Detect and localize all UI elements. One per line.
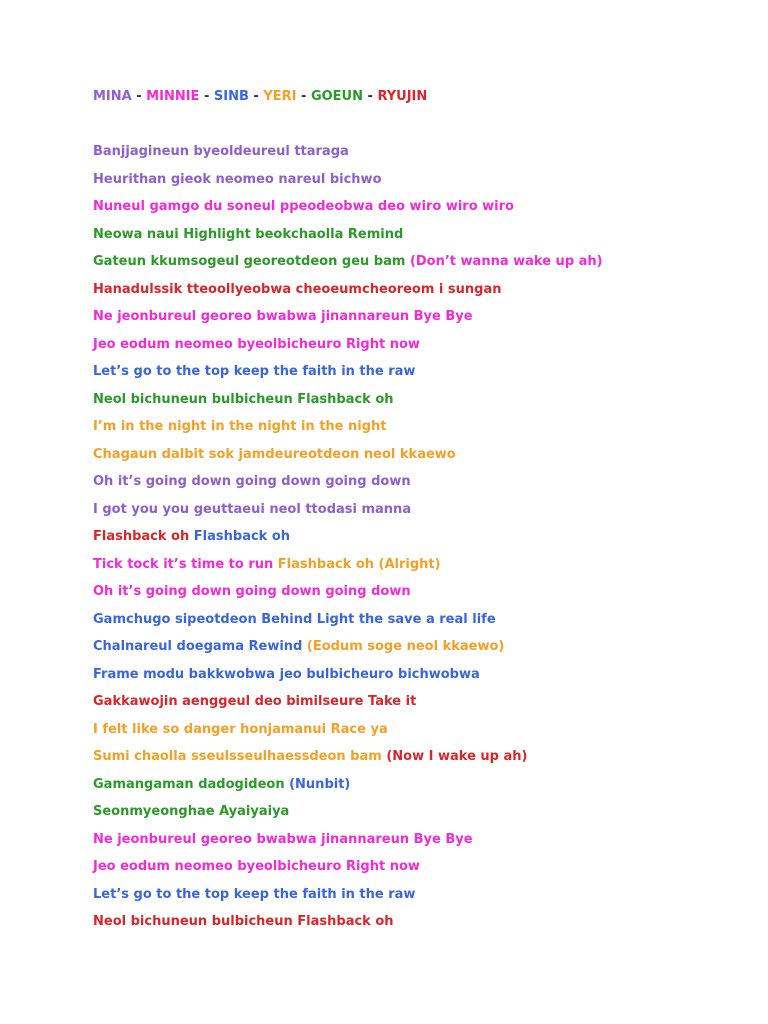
lyric-segment-sinb: (Nunbit): [289, 776, 351, 792]
lyric-line: [93, 694, 753, 722]
lyric-segment-goeun: Gateun kkumsogeul georeotdeon geu bam: [93, 254, 410, 269]
lyric-line: [93, 667, 753, 695]
lyric-line: [93, 612, 753, 640]
lyric-segment-sinb: Let’s go to the top keep the faith in the raw: [93, 886, 416, 902]
lyric-line: [93, 309, 753, 337]
lyric-line: [93, 254, 753, 282]
lyric-line: [93, 144, 753, 172]
lyric-segment-goeun: Neol bichuneun bulbicheun Flashback oh: [93, 391, 394, 407]
lyric-line: [93, 859, 753, 887]
lyric-segment-minnie: (Don’t wanna wake up ah): [409, 254, 603, 269]
lyric-segment-goeun: Seonmyeonghae Ayaiyaiya: [93, 804, 290, 819]
lyric-line: [93, 172, 753, 200]
member-color-legend: [93, 89, 753, 109]
lyric-segment-minnie: Tick tock it’s time to run: [93, 556, 278, 572]
legend-member-sinb: SINB: [213, 89, 249, 104]
lyric-segment-sinb: Frame modu bakkwobwa jeo bulbicheuro bichwobwa: [93, 666, 480, 682]
lyric-line: [93, 557, 753, 585]
lyric-line: [93, 777, 753, 805]
lyric-segment-sinb: Let’s go to the top keep the faith in the raw: [93, 364, 416, 379]
legend-separator: -: [296, 89, 311, 104]
lyric-segment-ryujin: Neol bichuneun bulbicheun Flashback oh: [93, 914, 394, 929]
lyric-line: [93, 639, 753, 667]
lyrics-document: [93, 89, 753, 942]
lyric-segment-ryujin: Hanadulssik tteoollyeobwa cheoeumcheoreom i sungan: [93, 281, 502, 297]
lyric-line: [93, 282, 753, 310]
lyric-line: [93, 804, 753, 832]
lyric-segment-goeun: Neowa naui Highlight beokchaolla Remind: [93, 226, 404, 242]
lyric-segment-ryujin: Flashback oh: [93, 529, 194, 544]
legend-separator: -: [248, 89, 264, 104]
lyric-segment-yeri: (Eodum soge neol kkaewo): [306, 639, 505, 654]
legend-separator: -: [199, 89, 214, 104]
lyric-segment-mina: Heurithan gieok neomeo nareul bichwo: [93, 171, 382, 187]
lyric-line: [93, 832, 753, 860]
legend-member-mina: MINA: [93, 89, 132, 104]
legend-member-yeri: YERI: [263, 89, 297, 104]
lyric-segment-minnie: Jeo eodum neomeo byeolbicheuro Right now: [93, 859, 420, 874]
lyric-segment-ryujin: Gakkawojin aenggeul deo bimilseure Take it: [93, 694, 417, 709]
lyric-line: [93, 749, 753, 777]
lyric-segment-minnie: Jeo eodum neomeo byeolbicheuro Right now: [93, 336, 420, 352]
lyric-segment-minnie: Nuneul gamgo du soneul ppeodeobwa deo wiro wiro wiro: [93, 199, 514, 214]
lyric-segment-ryujin: (Now I wake up ah): [386, 749, 528, 764]
lyric-segment-yeri: I felt like so danger honjamanui Race ya: [93, 721, 388, 737]
legend-separator: -: [363, 89, 378, 104]
lyric-segment-minnie: Oh it’s going down going down going down: [93, 584, 411, 599]
lyric-line: [93, 584, 753, 612]
lyric-line: [93, 199, 753, 227]
lyric-line: [93, 419, 753, 447]
lyric-line: [93, 337, 753, 365]
lyric-segment-goeun: Gamangaman dadogideon: [93, 776, 290, 792]
lyric-segment-minnie: Ne jeonbureul georeo bwabwa jinannareun Bye Bye: [93, 831, 473, 847]
legend-member-goeun: GOEUN: [310, 89, 363, 104]
legend-member-ryujin: RYUJIN: [377, 89, 428, 104]
lyric-segment-yeri: Flashback oh (Alright): [277, 556, 441, 572]
lyric-segment-sinb: Flashback oh: [193, 529, 291, 544]
lyric-line: [93, 502, 753, 530]
lyric-line: [93, 474, 753, 502]
lyric-line: [93, 392, 753, 420]
lyric-segment-sinb: Chalnareul doegama Rewind: [93, 639, 307, 654]
lyric-segment-sinb: Gamchugo sipeotdeon Behind Light the save a real life: [93, 611, 496, 627]
lyric-line: [93, 529, 753, 557]
lyric-line: [93, 887, 753, 915]
lyric-segment-mina: Oh it’s going down going down going down: [93, 474, 411, 489]
lyric-segment-yeri: Chagaun dalbit sok jamdeureotdeon neol kkaewo: [93, 446, 456, 462]
lyric-segment-yeri: Sumi chaolla sseulsseulhaessdeon bam: [93, 749, 387, 764]
lyric-line: [93, 227, 753, 255]
lyric-line: [93, 914, 753, 942]
lyric-segment-mina: Banjjagineun byeoldeureul ttaraga: [93, 144, 349, 159]
legend-separator: -: [131, 89, 147, 104]
lyric-line: [93, 722, 753, 750]
lyrics-list: [93, 144, 753, 942]
lyric-segment-minnie: Ne jeonbureul georeo bwabwa jinannareun Bye Bye: [93, 309, 473, 324]
legend-member-minnie: MINNIE: [146, 89, 200, 104]
lyric-segment-yeri: I’m in the night in the night in the night: [93, 419, 387, 434]
lyric-line: [93, 364, 753, 392]
lyric-segment-mina: I got you you geuttaeui neol ttodasi manna: [93, 501, 412, 517]
lyric-line: [93, 447, 753, 475]
